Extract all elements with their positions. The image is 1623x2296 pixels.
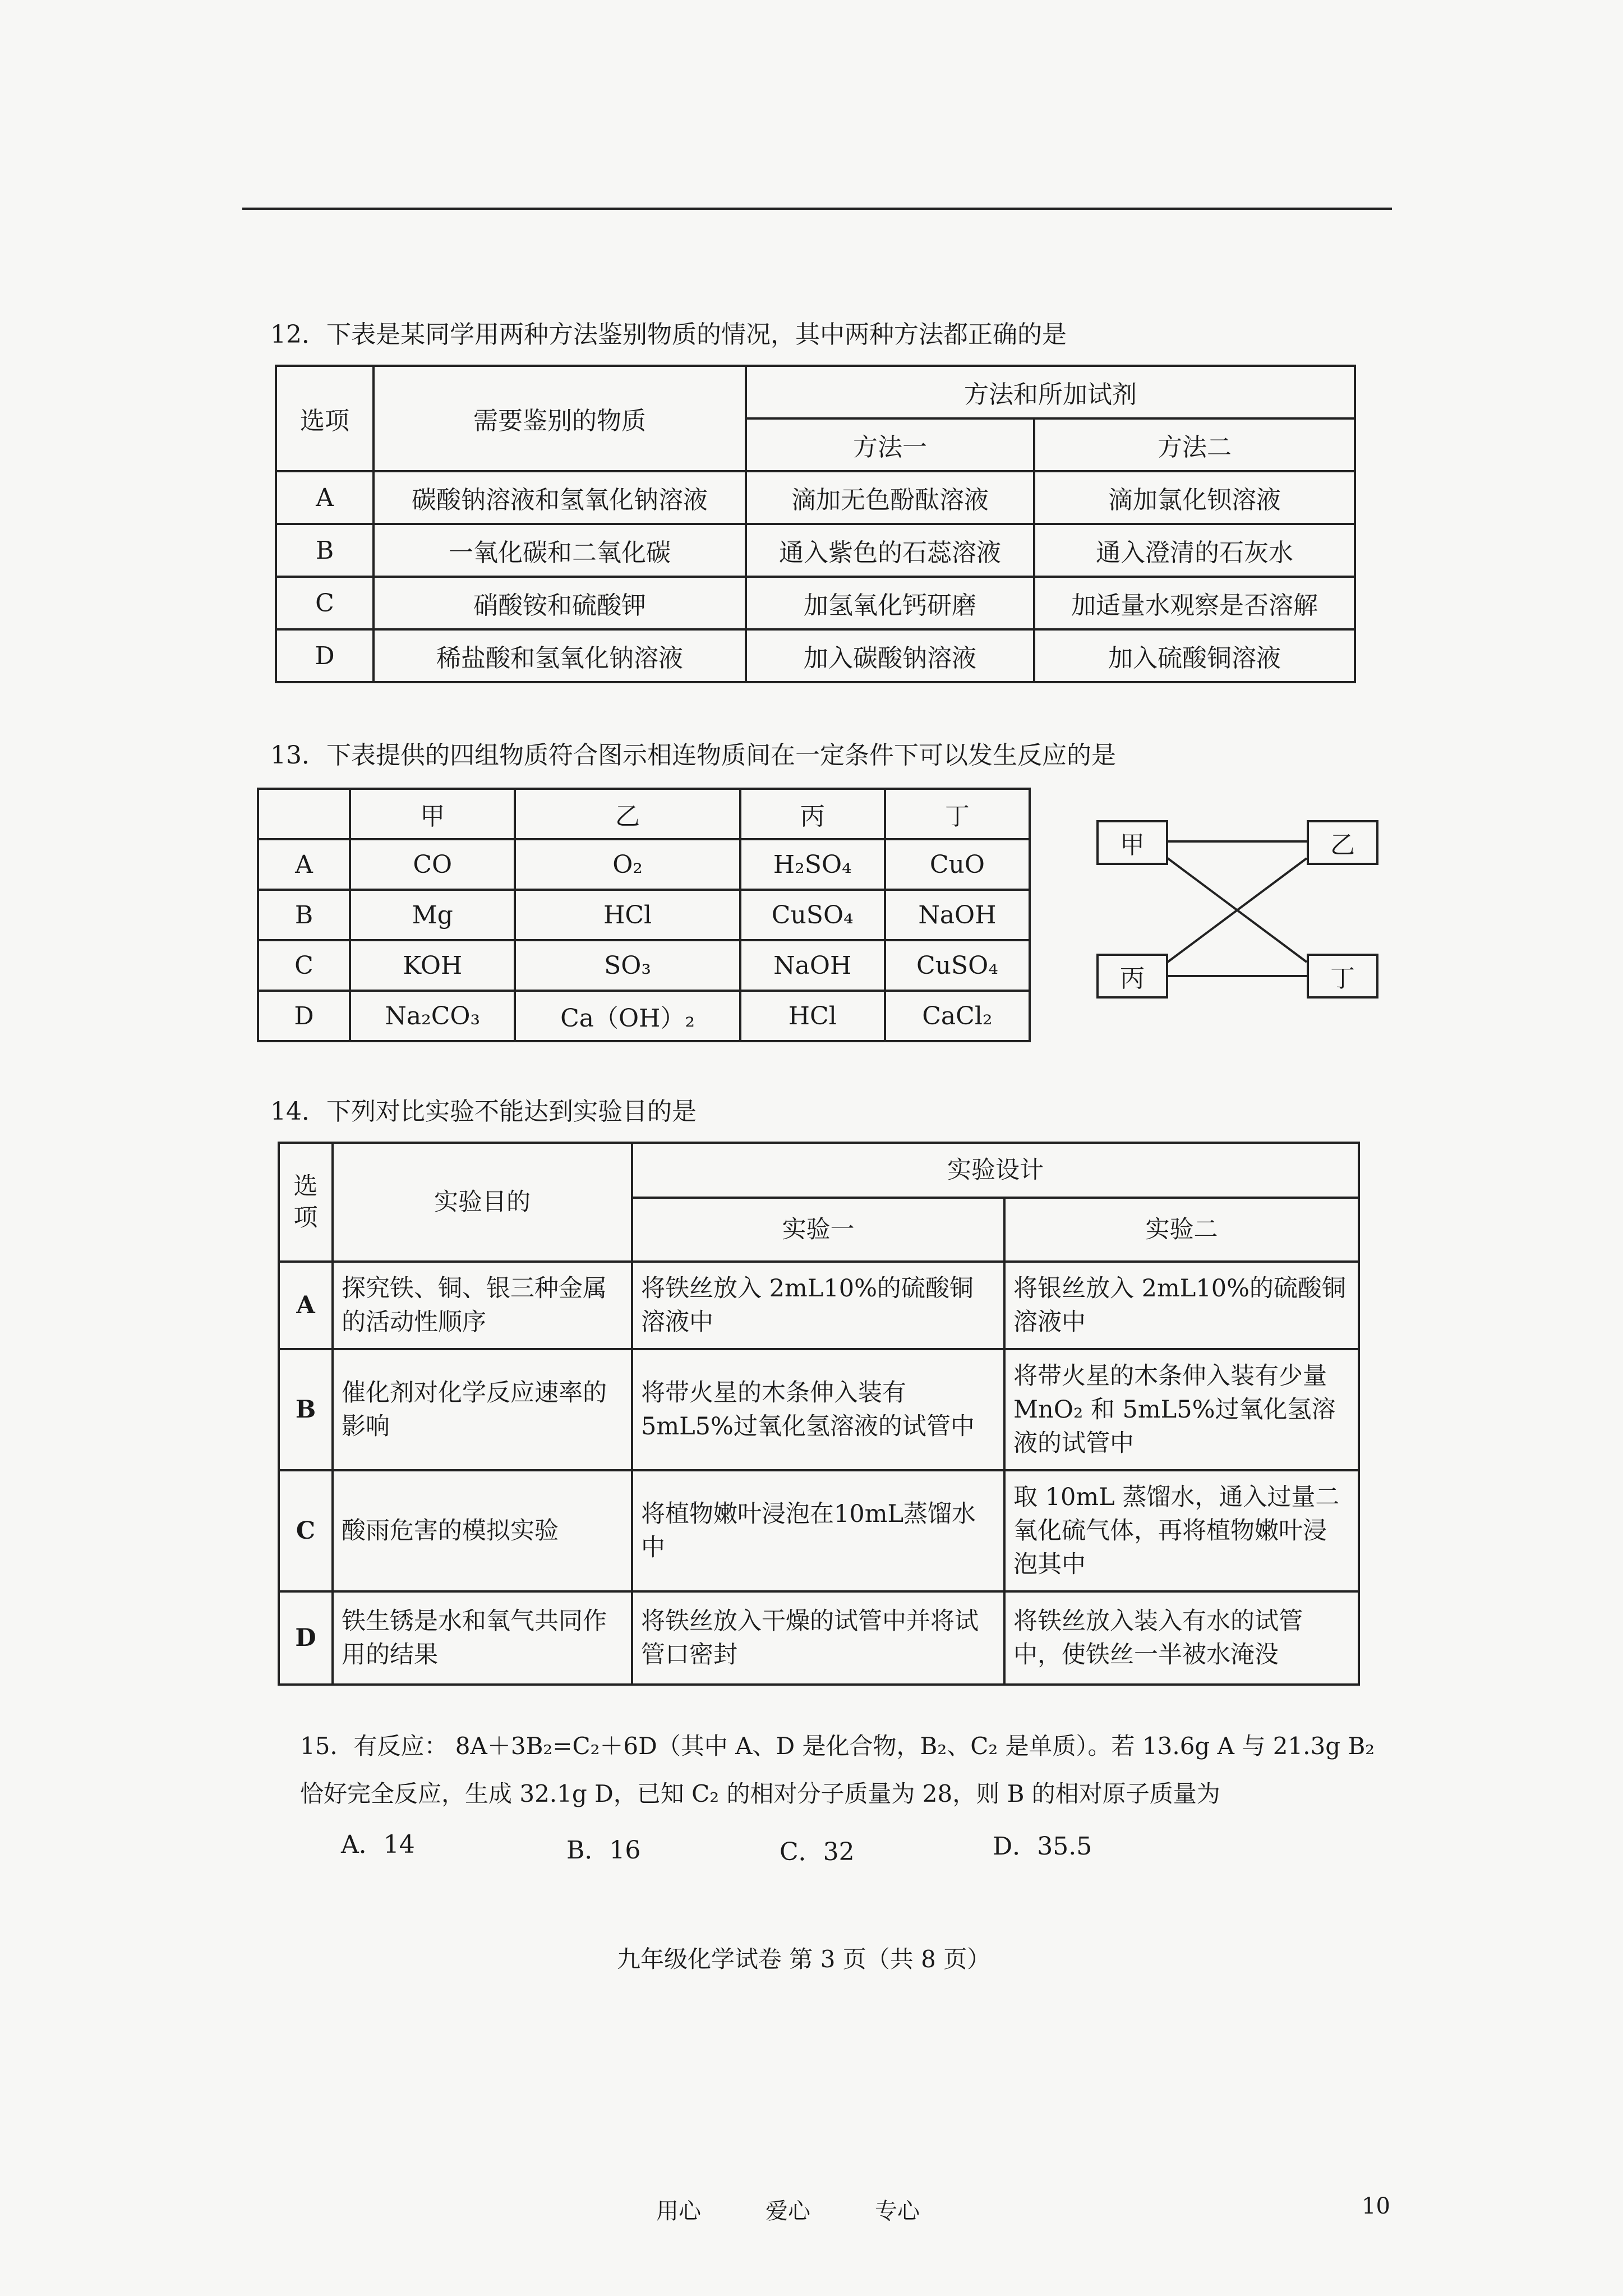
motto-1: 用心 bbox=[656, 2198, 701, 2224]
motto-2: 爱心 bbox=[766, 2198, 810, 2224]
q13-stem: 13．下表提供的四组物质符合图示相连物质间在一定条件下可以发生反应的是 bbox=[270, 741, 1116, 770]
q13-header-yi: 乙 bbox=[515, 789, 740, 839]
q13-cell: KOH bbox=[350, 940, 515, 991]
diagram-box-ding: 丁 bbox=[1307, 954, 1378, 999]
q12-header-method2: 方法二 bbox=[1034, 418, 1355, 471]
q12-stem: 12．下表是某同学用两种方法鉴别物质的情况，其中两种方法都正确的是 bbox=[270, 320, 1067, 349]
q13-cell: Mg bbox=[350, 890, 515, 940]
q14-row-exp1: 将铁丝放入干燥的试管中并将试管口密封 bbox=[632, 1591, 1004, 1685]
q13-header-corner bbox=[258, 789, 350, 839]
q15-line1: 15．有反应： 8A＋3B₂=C₂＋6D（其中 A、D 是化合物，B₂、C₂ 是单质）。若 13.6g A 与 21.3g B₂ bbox=[300, 1732, 1375, 1760]
q13-cell: Ca（OH）₂ bbox=[515, 991, 740, 1041]
q12-header-method1: 方法一 bbox=[746, 418, 1034, 471]
diagram-box-jia: 甲 bbox=[1096, 820, 1168, 865]
q14-row-exp1: 将带火星的木条伸入装有5mL5%过氧化氢溶液的试管中 bbox=[632, 1349, 1004, 1470]
q14-header-purpose: 实验目的 bbox=[333, 1143, 632, 1262]
q12-table bbox=[275, 365, 1356, 683]
q12-row-substance: 一氧化碳和二氧化碳 bbox=[374, 524, 746, 577]
q14-row-exp1: 将植物嫩叶浸泡在10mL蒸馏水中 bbox=[632, 1470, 1004, 1591]
q14-header-design: 实验设计 bbox=[632, 1143, 1359, 1198]
q12-row-method1: 加氢氧化钙研磨 bbox=[746, 577, 1034, 629]
q12-row-option: A bbox=[276, 471, 374, 524]
table-row bbox=[258, 991, 1030, 1041]
q13-cell: HCl bbox=[515, 890, 740, 940]
q14-row-exp2: 取 10mL 蒸馏水，通入过量二氧化硫气体，再将植物嫩叶浸泡其中 bbox=[1004, 1470, 1359, 1591]
q14-row-option: D bbox=[279, 1591, 333, 1685]
q12-header-substance: 需要鉴别的物质 bbox=[374, 366, 746, 471]
q15-option-c: C．32 bbox=[780, 1838, 855, 1866]
q13-row-option: A bbox=[258, 839, 350, 890]
q12-row-method1: 加入碳酸钠溶液 bbox=[746, 629, 1034, 682]
q13-header-bing: 丙 bbox=[740, 789, 885, 839]
q12-row-method2: 滴加氯化钡溶液 bbox=[1034, 471, 1355, 524]
q12-row-method2: 通入澄清的石灰水 bbox=[1034, 524, 1355, 577]
q12-row-method1: 通入紫色的石蕊溶液 bbox=[746, 524, 1034, 577]
q13-cell: Na₂CO₃ bbox=[350, 991, 515, 1041]
q13-header-ding: 丁 bbox=[885, 789, 1030, 839]
q13-cell: CuO bbox=[885, 839, 1030, 890]
q14-row-exp2: 将银丝放入 2mL10%的硫酸铜溶液中 bbox=[1004, 1262, 1359, 1349]
motto-3: 专心 bbox=[875, 2198, 920, 2224]
page-number: 10 bbox=[1362, 2193, 1390, 2219]
q13-cell: HCl bbox=[740, 991, 885, 1041]
q14-table bbox=[278, 1142, 1360, 1686]
q15-option-a: A．14 bbox=[341, 1830, 415, 1859]
q14-row-exp2: 将带火星的木条伸入装有少量 MnO₂ 和 5mL5%过氧化氢溶液的试管中 bbox=[1004, 1349, 1359, 1470]
q14-row-purpose: 催化剂对化学反应速率的影响 bbox=[333, 1349, 632, 1470]
q14-row-purpose: 探究铁、铜、银三种金属的活动性顺序 bbox=[333, 1262, 632, 1349]
table-row bbox=[258, 890, 1030, 940]
q12-row-substance: 碳酸钠溶液和氢氧化钠溶液 bbox=[374, 471, 746, 524]
q12-row-option: C bbox=[276, 577, 374, 629]
table-row bbox=[258, 839, 1030, 890]
q13-header-jia: 甲 bbox=[350, 789, 515, 839]
q13-cell: CuSO₄ bbox=[885, 940, 1030, 991]
table-row bbox=[279, 1349, 1359, 1470]
table-row bbox=[279, 1591, 1359, 1685]
diagram-box-bing: 丙 bbox=[1096, 954, 1168, 999]
table-row bbox=[279, 1262, 1359, 1349]
q13-table bbox=[257, 788, 1031, 1042]
q14-row-exp2: 将铁丝放入装入有水的试管中，使铁丝一半被水淹没 bbox=[1004, 1591, 1359, 1685]
q15-option-b: B．16 bbox=[566, 1836, 641, 1865]
table-row bbox=[276, 577, 1355, 629]
table-row bbox=[258, 940, 1030, 991]
q14-row-purpose: 铁生锈是水和氧气共同作用的结果 bbox=[333, 1591, 632, 1685]
q12-row-substance: 硝酸铵和硫酸钾 bbox=[374, 577, 746, 629]
exam-page-footer: 九年级化学试卷 第 3 页（共 8 页） bbox=[617, 1945, 991, 1973]
q13-row-option: D bbox=[258, 991, 350, 1041]
q13-cell: NaOH bbox=[885, 890, 1030, 940]
table-row bbox=[276, 471, 1355, 524]
q14-row-option: B bbox=[279, 1349, 333, 1470]
q12-row-method2: 加入硫酸铜溶液 bbox=[1034, 629, 1355, 682]
q14-row-option: A bbox=[279, 1262, 333, 1349]
table-row bbox=[276, 629, 1355, 682]
q13-cell: CO bbox=[350, 839, 515, 890]
q15-option-d: D．35.5 bbox=[993, 1832, 1092, 1861]
q12-header-methods: 方法和所加试剂 bbox=[746, 366, 1355, 418]
q13-cell: NaOH bbox=[740, 940, 885, 991]
q14-row-option: C bbox=[279, 1470, 333, 1591]
q13-cell: SO₃ bbox=[515, 940, 740, 991]
q13-cell: CuSO₄ bbox=[740, 890, 885, 940]
q13-cell: O₂ bbox=[515, 839, 740, 890]
diagram-box-yi: 乙 bbox=[1307, 820, 1378, 865]
q14-header-exp2: 实验二 bbox=[1004, 1198, 1359, 1262]
q14-row-exp1: 将铁丝放入 2mL10%的硫酸铜溶液中 bbox=[632, 1262, 1004, 1349]
q12-row-method2: 加适量水观察是否溶解 bbox=[1034, 577, 1355, 629]
q12-row-method1: 滴加无色酚酞溶液 bbox=[746, 471, 1034, 524]
q13-row-option: C bbox=[258, 940, 350, 991]
q14-stem: 14．下列对比实验不能达到实验目的是 bbox=[270, 1097, 697, 1126]
q12-row-substance: 稀盐酸和氢氧化钠溶液 bbox=[374, 629, 746, 682]
q15-line2: 恰好完全反应，生成 32.1g D，已知 C₂ 的相对分子质量为 28，则 B 的相对原子质量为 bbox=[300, 1780, 1220, 1807]
q12-header-option: 选项 bbox=[276, 366, 374, 471]
table-row bbox=[276, 524, 1355, 577]
q14-row-purpose: 酸雨危害的模拟实验 bbox=[333, 1470, 632, 1591]
q13-cell: CaCl₂ bbox=[885, 991, 1030, 1041]
q14-header-exp1: 实验一 bbox=[632, 1198, 1004, 1262]
q14-header-option: 选项 bbox=[279, 1143, 333, 1262]
q13-cell: H₂SO₄ bbox=[740, 839, 885, 890]
table-row bbox=[279, 1470, 1359, 1591]
q12-row-option: D bbox=[276, 629, 374, 682]
q13-row-option: B bbox=[258, 890, 350, 940]
header-rule bbox=[242, 208, 1392, 210]
q12-row-option: B bbox=[276, 524, 374, 577]
